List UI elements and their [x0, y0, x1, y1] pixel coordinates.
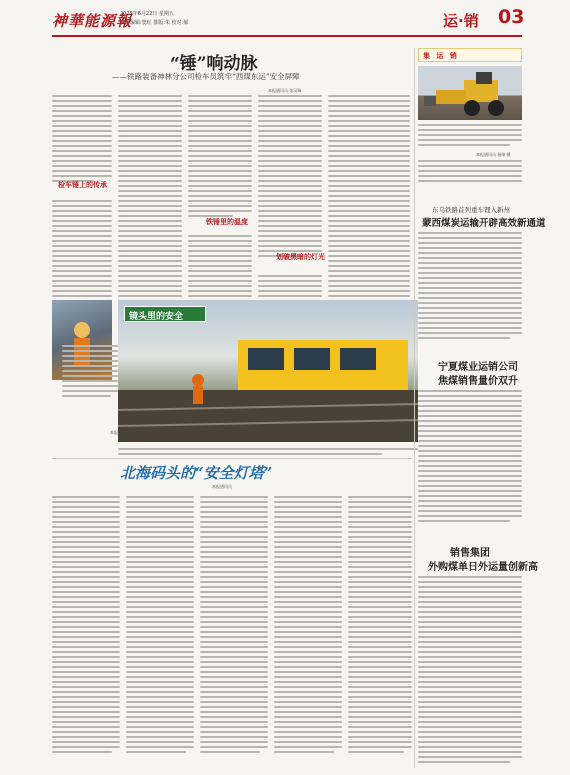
loader-photo-credit: 本报通讯员 杨帅 摄: [476, 152, 511, 157]
section-divider: [52, 458, 412, 459]
feature-banner: [124, 306, 206, 322]
feature-photo-1-caption: [62, 345, 122, 400]
story3-body: [418, 390, 522, 525]
page-number: 03: [498, 6, 525, 28]
lead-subhead-2: 铁锤里的温度: [206, 218, 248, 226]
lead-body-col5: [328, 95, 410, 320]
lead-subhead-1: 检车锤上的传承: [58, 181, 107, 189]
bottom-byline: 本报通讯员: [212, 484, 232, 489]
masthead: [0, 0, 570, 44]
story2-body: [418, 232, 522, 342]
lead-body-col2: [118, 95, 182, 320]
story3-title-line2: 焦煤销售量价双升: [438, 376, 518, 387]
column-divider: [414, 48, 415, 768]
lead-body-col3: [188, 95, 252, 325]
story-loader-body: [418, 160, 522, 185]
story3-title-line1: 宁夏煤业运销公司: [438, 362, 518, 373]
feature-photographer: 本报通讯员 摄: [110, 430, 136, 435]
masthead-date: 2025年6月22日 星期五: [120, 11, 174, 17]
feature-banner-label: 镜头里的安全: [129, 312, 184, 322]
lead-body-col4: [258, 95, 322, 330]
bottom-col2: [126, 496, 194, 756]
masthead-rule: [52, 35, 522, 37]
lead-byline: 本报通讯员 张汉瑞: [268, 88, 302, 93]
loader-photo: [418, 66, 522, 120]
story4-title-line1: 销售集团: [450, 548, 490, 559]
bottom-col1: [52, 496, 120, 756]
bottom-col3: [200, 496, 268, 756]
story2-title-line2: 蒙西煤炭运输开辟高效新通道: [422, 218, 546, 229]
feature-caption-lines: [118, 448, 418, 458]
story2-title-line1: 东乌铁路首列重车锂入新州: [432, 206, 510, 214]
bottom-col4: [274, 496, 342, 756]
lead-body-col1: [52, 95, 112, 335]
lead-subhead-3: 划破黑暗的灯光: [276, 253, 325, 261]
story4-body: [418, 576, 522, 766]
bottom-col5: [348, 496, 412, 756]
section-banner: [418, 48, 522, 62]
lead-title: “锤”响动脉: [170, 54, 258, 74]
loader-photo-caption-lines: [418, 124, 522, 149]
feature-photo-main: [118, 300, 418, 442]
masthead-logo: 神華能源報: [52, 12, 133, 30]
masthead-editors: 责任编辑:窦红 排版:朱 校对:郝: [120, 20, 189, 26]
section-name: 运·销: [443, 12, 479, 30]
section-banner-label: 集 运 销: [423, 52, 459, 60]
lead-subtitle: ——铁路装备神林分公司检车员筑牢“西煤东运”安全屏障: [112, 72, 300, 81]
bottom-title: 北海码头的“安全灯塔”: [120, 464, 273, 482]
story4-title-line2: 外购煤单日外运量创新高: [428, 562, 538, 573]
